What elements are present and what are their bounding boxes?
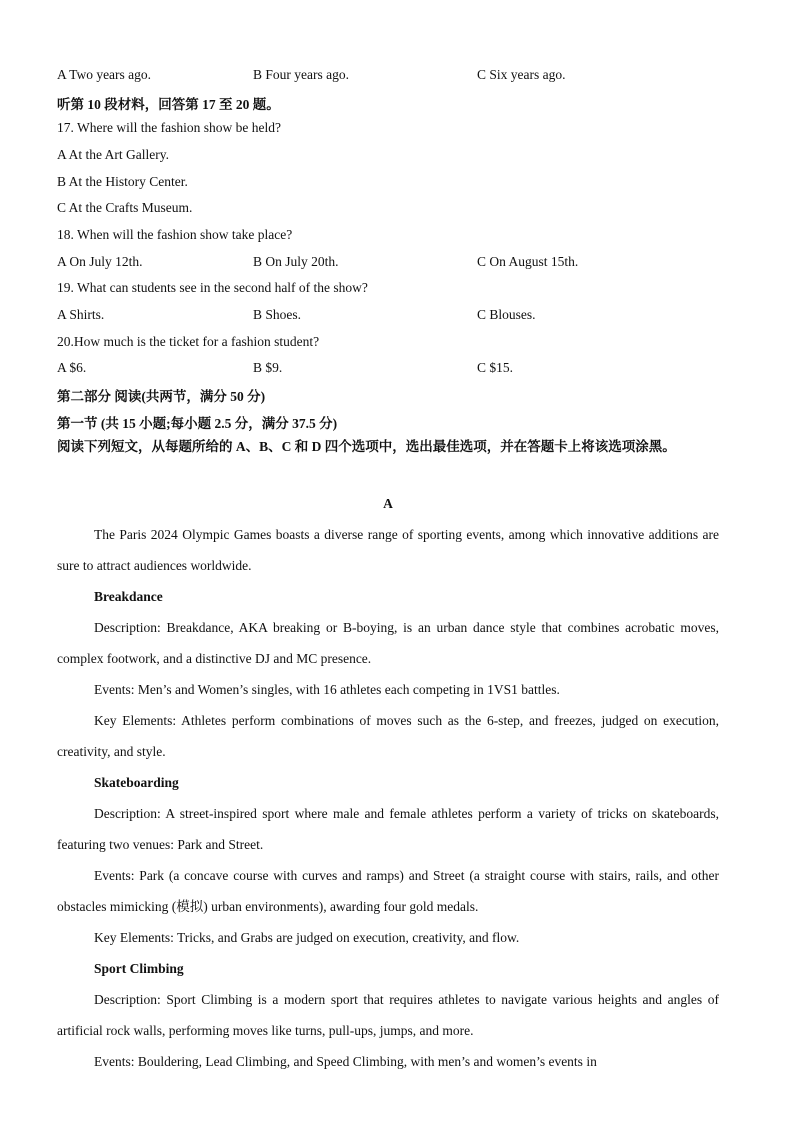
q18-option-b: B On July 20th.	[253, 254, 339, 269]
passage-a	[57, 488, 719, 1077]
q20-option-b: B $9.	[253, 360, 283, 375]
q17-option-b: B At the History Center.	[57, 174, 188, 189]
q20-option-a: A $6.	[57, 360, 87, 375]
q19-question: 19. What can students see in the second half of the show?	[57, 280, 368, 295]
q17-option-c: C At the Crafts Museum.	[57, 200, 193, 215]
skateboarding-description: Description: A street-inspired sport where male and female athletes perform a variety of tricks on skateboards, featuring two venues: Park and Street.	[57, 806, 719, 852]
passage-intro: The Paris 2024 Olympic Games boasts a diverse range of sporting events, among which innovative additions are sure to attract audiences worldwide.	[57, 527, 719, 573]
sport-climbing-events: Events: Bouldering, Lead Climbing, and Speed Climbing, with men’s and women’s events in	[94, 1054, 597, 1069]
skateboarding-events: Events: Park (a concave course with curves and ramps) and Street (a straight course with stairs, rails, and other obstacles mimicking (模拟) urban environments), awarding four gold medals.	[57, 868, 719, 914]
q19-option-b: B Shoes.	[253, 307, 302, 322]
part2-heading: 第二部分 阅读(共两节，满分 50 分)	[57, 389, 266, 404]
q17-option-a: A At the Art Gallery.	[57, 147, 169, 162]
section10-heading: 听第 10 段材料，回答第 17 至 20 题。	[57, 97, 280, 112]
instructions	[57, 433, 719, 460]
breakdance-events: Events: Men’s and Women’s singles, with 16 athletes each competing in 1VS1 battles.	[94, 682, 560, 697]
section1-heading: 第一节 (共 15 小题;每小题 2.5 分，满分 37.5 分)	[57, 416, 338, 431]
skateboarding-title: Skateboarding	[94, 775, 179, 790]
q19-option-c: C Blouses.	[477, 307, 536, 322]
q16-option-a: A Two years ago.	[57, 67, 152, 82]
q17-question: 17. Where will the fashion show be held?	[57, 120, 281, 135]
q16-option-c: C Six years ago.	[477, 67, 566, 82]
sport-climbing-description: Description: Sport Climbing is a modern sport that requires athletes to navigate various heights and angles of artificial rock walls, performing moves like turns, pull-ups, jumps, and more.	[57, 992, 719, 1038]
breakdance-key-elements: Key Elements: Athletes perform combinations of moves such as the 6-step, and freezes, judged on execution, creativity, and style.	[57, 713, 719, 759]
q18-option-c: C On August 15th.	[477, 254, 579, 269]
skateboarding-key-elements: Key Elements: Tricks, and Grabs are judged on execution, creativity, and flow.	[94, 930, 520, 945]
q18-question: 18. When will the fashion show take place?	[57, 227, 293, 242]
breakdance-description: Description: Breakdance, AKA breaking or B-boying, is an urban dance style that combines acrobatic moves, complex footwork, and a distinctive DJ and MC presence.	[57, 620, 719, 666]
q20-option-c: C $15.	[477, 360, 514, 375]
q20-question: 20.How much is the ticket for a fashion student?	[57, 334, 320, 349]
breakdance-title: Breakdance	[94, 589, 163, 604]
passage-label: A	[383, 496, 393, 511]
q16-option-b: B Four years ago.	[253, 67, 349, 82]
q19-option-a: A Shirts.	[57, 307, 105, 322]
instructions-text: 阅读下列短文，从每题所给的 A、B、C 和 D 四个选项中，选出最佳选项，并在答题卡上将该选项涂黑。	[57, 439, 676, 454]
sport-climbing-title: Sport Climbing	[94, 961, 184, 976]
q18-option-a: A On July 12th.	[57, 254, 143, 269]
